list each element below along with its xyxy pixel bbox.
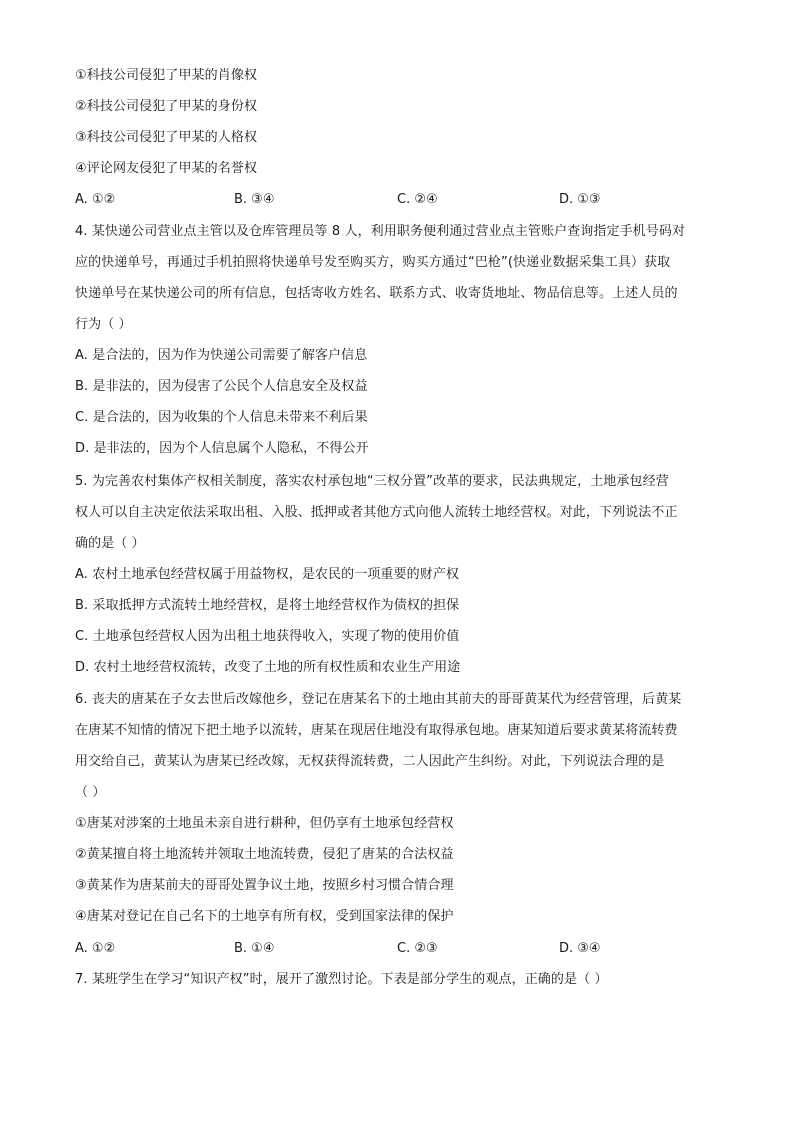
q4-stem-line-3: 快递单号在某快递公司的所有信息，包括寄收方姓名、联系方式、收寄货地址、物品信息等。上述人员的 (75, 286, 678, 301)
q5-option-a: A. 农村土地承包经营权属于用益物权，是农民的一项重要的财产权 (75, 567, 460, 582)
q6-statement-3: ③黄某作为唐某前夫的哥哥处置争议土地，按照乡村习惯合情合理 (75, 878, 454, 893)
q3-option-a: A. ①② (75, 192, 116, 207)
q4-stem-line-2: 应的快递单号，再通过手机拍照将快递单号发至购买方，购买方通过“巴枪”(快递业数据采集工具）获取 (75, 255, 671, 270)
q4-option-b: B. 是非法的，因为侵害了公民个人信息安全及权益 (75, 379, 368, 394)
q3-statement-4: ④评论网友侵犯了甲某的名誉权 (75, 161, 258, 176)
q3-statement-2: ②科技公司侵犯了甲某的身份权 (75, 99, 258, 114)
q6-stem-line-1: 6. 丧夫的唐某在子女去世后改嫁他乡，登记在唐某名下的土地由其前夫的哥哥黄某代为经营管理，后黄某 (75, 692, 682, 707)
q5-option-d: D. 农村土地经营权流转，改变了土地的所有权性质和农业生产用途 (75, 660, 461, 675)
q3-options (75, 191, 725, 209)
q4-option-a: A. 是合法的，因为作为快递公司需要了解客户信息 (75, 348, 368, 363)
q7-stem-line-1: 7. 某班学生在学习“知识产权”时，展开了激烈讨论。下表是部分学生的观点，正确的是（ ） (75, 972, 608, 987)
q4-option-d: D. 是非法的，因为个人信息属个人隐私，不得公开 (75, 441, 369, 456)
q6-option-a: A. ①② (75, 941, 116, 956)
q6-statement-1: ①唐某对涉案的土地虽未亲自进行耕种，但仍享有土地承包经营权 (75, 816, 454, 831)
q6-options (75, 940, 725, 958)
q6-statement-2: ②黄某擅自将土地流转并领取土地流转费，侵犯了唐某的合法权益 (75, 847, 454, 862)
q4-stem-line-1: 4. 某快递公司营业点主管以及仓库管理员等 8 人，利用职务便利通过营业点主管账户查询指定手机号码对 (75, 224, 686, 239)
q4-option-c: C. 是合法的，因为收集的个人信息未带来不利后果 (75, 410, 368, 425)
q3-option-b: B. ③④ (234, 192, 275, 207)
q6-option-d: D. ③④ (559, 941, 601, 956)
q5-stem-line-1: 5. 为完善农村集体产权相关制度，落实农村承包地“三权分置”改革的要求，民法典规定，土地承包经营 (75, 474, 669, 489)
q3-statement-1: ①科技公司侵犯了甲某的肖像权 (75, 68, 258, 83)
q4-stem-line-4: 行为（ ） (75, 317, 132, 332)
q3-option-d: D. ①③ (559, 192, 601, 207)
q6-stem-line-4: （ ） (75, 785, 106, 800)
q6-option-b: B. ①④ (234, 941, 275, 956)
q3-option-c: C. ②④ (397, 192, 438, 207)
q6-statement-4: ④唐某对登记在自己名下的土地享有所有权，受到国家法律的保护 (75, 909, 454, 924)
q6-stem-line-3: 用交给自己，黄某认为唐某已经改嫁，无权获得流转费，二人因此产生纠纷。对此，下列说法合理的是 (75, 754, 665, 769)
q5-stem-line-3: 确的是（ ） (75, 536, 145, 551)
q5-option-c: C. 土地承包经营权人因为出租土地获得收入，实现了物的使用价值 (75, 629, 460, 644)
q5-stem-line-2: 权人可以自主决定依法采取出租、入股、抵押或者其他方式向他人流转土地经营权。对此，下列说法不正 (75, 505, 678, 520)
q6-option-c: C. ②③ (397, 941, 438, 956)
q6-stem-line-2: 在唐某不知情的情况下把土地予以流转，唐某在现居住地没有取得承包地。唐某知道后要求黄某将流转费 (75, 723, 678, 738)
q3-statement-3: ③科技公司侵犯了甲某的人格权 (75, 130, 258, 145)
q5-option-b: B. 采取抵押方式流转土地经营权，是将土地经营权作为债权的担保 (75, 598, 460, 613)
